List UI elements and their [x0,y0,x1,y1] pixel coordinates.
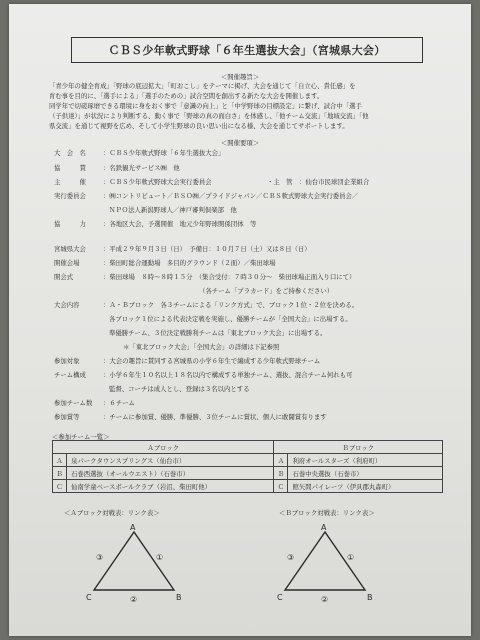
vertex-label: B [176,593,182,602]
team-name: 石巻中央選抜（石巻市） [288,467,443,480]
schedule-value: 監督、コーチは成人とし、登録は３名以内とする [109,385,250,393]
schedule-label: 大会内容 [54,301,80,309]
outline-extra: ・主 管 ：仙台市民球団企業組合 [267,178,370,186]
schedule-value: 準優勝チーム、３位決定戦勝利チームは「東北ブロック大会」に出場する。 [109,329,327,337]
block-a-header: Ａブロック [53,441,274,454]
bracket-b-diagram [275,524,385,604]
schedule-value: ：チームに参加賞、優勝、準優勝、３位チームに賞状、個人に敢闘賞有ります [103,413,327,421]
schedule-label: 開会式 [54,273,74,281]
match-label: ③ [96,553,104,562]
team-id: Ｂ [53,467,67,480]
purpose-line: 同学年で切磋琢磨できる環境に身をおく事で「意識の向上」と「中学野球の目標設定」に繋げ、試合中「選手 [49,102,362,110]
document-page [9,4,471,636]
schedule-value: ：Ａ・Ｂブロック 各３チームによる「リンク方式」で、ブロック１位・２位を決める。 [103,301,359,309]
document-title-text: ＣＢＳ少年軟式野球「６年生選抜大会」（宮城県大会） [108,44,386,57]
match-label: ③ [287,553,295,562]
vertex-label: B [367,593,373,602]
outline-value: ：ＣＢＳ少年軟式野球大会実行委員会 [103,178,212,186]
block-b-header: Ｂブロック [274,441,443,454]
schedule-label: 参加対象 [54,357,80,365]
outline-value: ：各地区大会、予選開催 地元少年野球関係団体 等 [103,220,257,228]
schedule-label: 開催会場 [54,259,80,267]
team-id: Ｃ [53,480,67,493]
outline-heading: ＜開催要項＞ [220,139,260,147]
table-row [53,480,443,493]
schedule-value: ：６チーム [103,399,135,407]
outline-value: ：名鉄観光サービス㈱ 他 [103,164,180,172]
outline-label: 協 賛 [54,164,86,172]
teams-table [52,440,443,493]
schedule-value: （各チーム「プラカード」をご持参ください） [199,287,334,295]
outline-value: ：㈱コントリビュート／ＢＳＯ㈱／プライドジャパン／ＣＢＳ軟式野球大会実行委員会／ [103,192,359,200]
team-name: 石巻西選抜（オールウエスト）（石巻市） [67,467,274,480]
schedule-value: ：小学６年生１０名以上１８名以内で構成する単独チーム、選抜、混合チーム何れも可 [103,371,353,379]
schedule-value: ：柴田町総合運動場 多目的グラウンド（２面）／柴田球場 [103,259,276,267]
match-label: ① [347,553,355,562]
team-id: Ａ [274,454,288,467]
outline-value: ：ＣＢＳ少年軟式野球「６年生選抜大会」 [103,149,225,157]
team-name: 利府オールスターズ（利府町） [288,454,443,467]
team-id: Ｂ [274,467,288,480]
vertex-label: C [277,593,283,602]
schedule-value: ：平成２９年９月３日（日） 予備日：１０月７日（土）又は８日（日） [103,245,311,253]
team-name: 泉パークタウンスプリングス（仙台市） [67,454,274,467]
bracket-b-title: ＜Ｂブロック対戦表：リンク表＞ [279,509,375,517]
team-id: Ｃ [274,480,288,493]
schedule-label: チーム構成 [54,371,86,379]
purpose-line: 「青少年の健全育成」「野球の底辺拡大」「町おこし」をテーマに掲げ、大会を通じて「自立心、責任感」を [49,82,356,90]
vertex-label: A [321,523,327,532]
outline-label: 主 催 [54,178,86,186]
table-row [53,454,443,467]
schedule-value: ：大会の趣旨に賛同する宮城県の小学６年生で編成する少年軟式野球チーム [103,357,321,365]
schedule-label: 宮城県大会 [54,245,86,253]
schedule-label: 参加チーム数 [54,399,93,407]
document-title [71,37,423,63]
schedule-value: 各ブロック１位による代表決定戦を実施し、優勝チームが「全国大会」に出場する。 [109,315,352,323]
schedule-value: ＊「東北ブロック大会」「全国大会」の詳細は下記参照 [123,343,280,351]
bracket-a-title: ＜Ａブロック対戦表：リンク表＞ [64,509,160,517]
teams-heading: ＜参加チーム一覧＞ [52,433,110,441]
table-header-row [53,441,443,454]
purpose-line: （子供達）」が状況により判断する、動く事で「野球の真の面白さ」を体感し、「他チーム交流」「地域交流」「他 [49,112,369,120]
outline-label: 協 力 [54,220,86,228]
outline-label: 実行委員会 [54,192,86,200]
bracket-a-diagram [84,524,194,604]
vertex-label: A [130,523,136,532]
match-label: ② [130,595,138,604]
team-id: Ａ [53,454,67,467]
purpose-heading: ＜開催趣旨＞ [220,73,260,81]
team-name: 仙南学童ベースボールクラブ（岩沼、柴田町他） [67,480,274,493]
team-name: 館矢間パイレーツ（伊具郡丸森町） [288,480,443,493]
schedule-label: 参加賞等 [54,413,80,421]
purpose-line: 県交流」を通じて視野を広め、そして小学生野球の良い思い出になる様、大会を通じてサポートします。 [49,122,349,130]
outline-label: 大 会 名 [54,149,86,157]
purpose-line: 育む事を目的に、「選手による」「選手のための」試合空間を創出する新たな大会を開催します。 [49,92,324,100]
match-label: ① [156,553,164,562]
schedule-value: ：柴田球場 ８時～８時１５分 （集合受付：７時３０分～ 柴田球場正面入り口にて） [103,273,356,281]
match-label: ② [321,595,329,604]
table-row [53,467,443,480]
vertex-label: C [86,593,92,602]
outline-value: ＮＰＯ法人新潟野球人／神戸審判倶楽部 他 [109,206,237,214]
